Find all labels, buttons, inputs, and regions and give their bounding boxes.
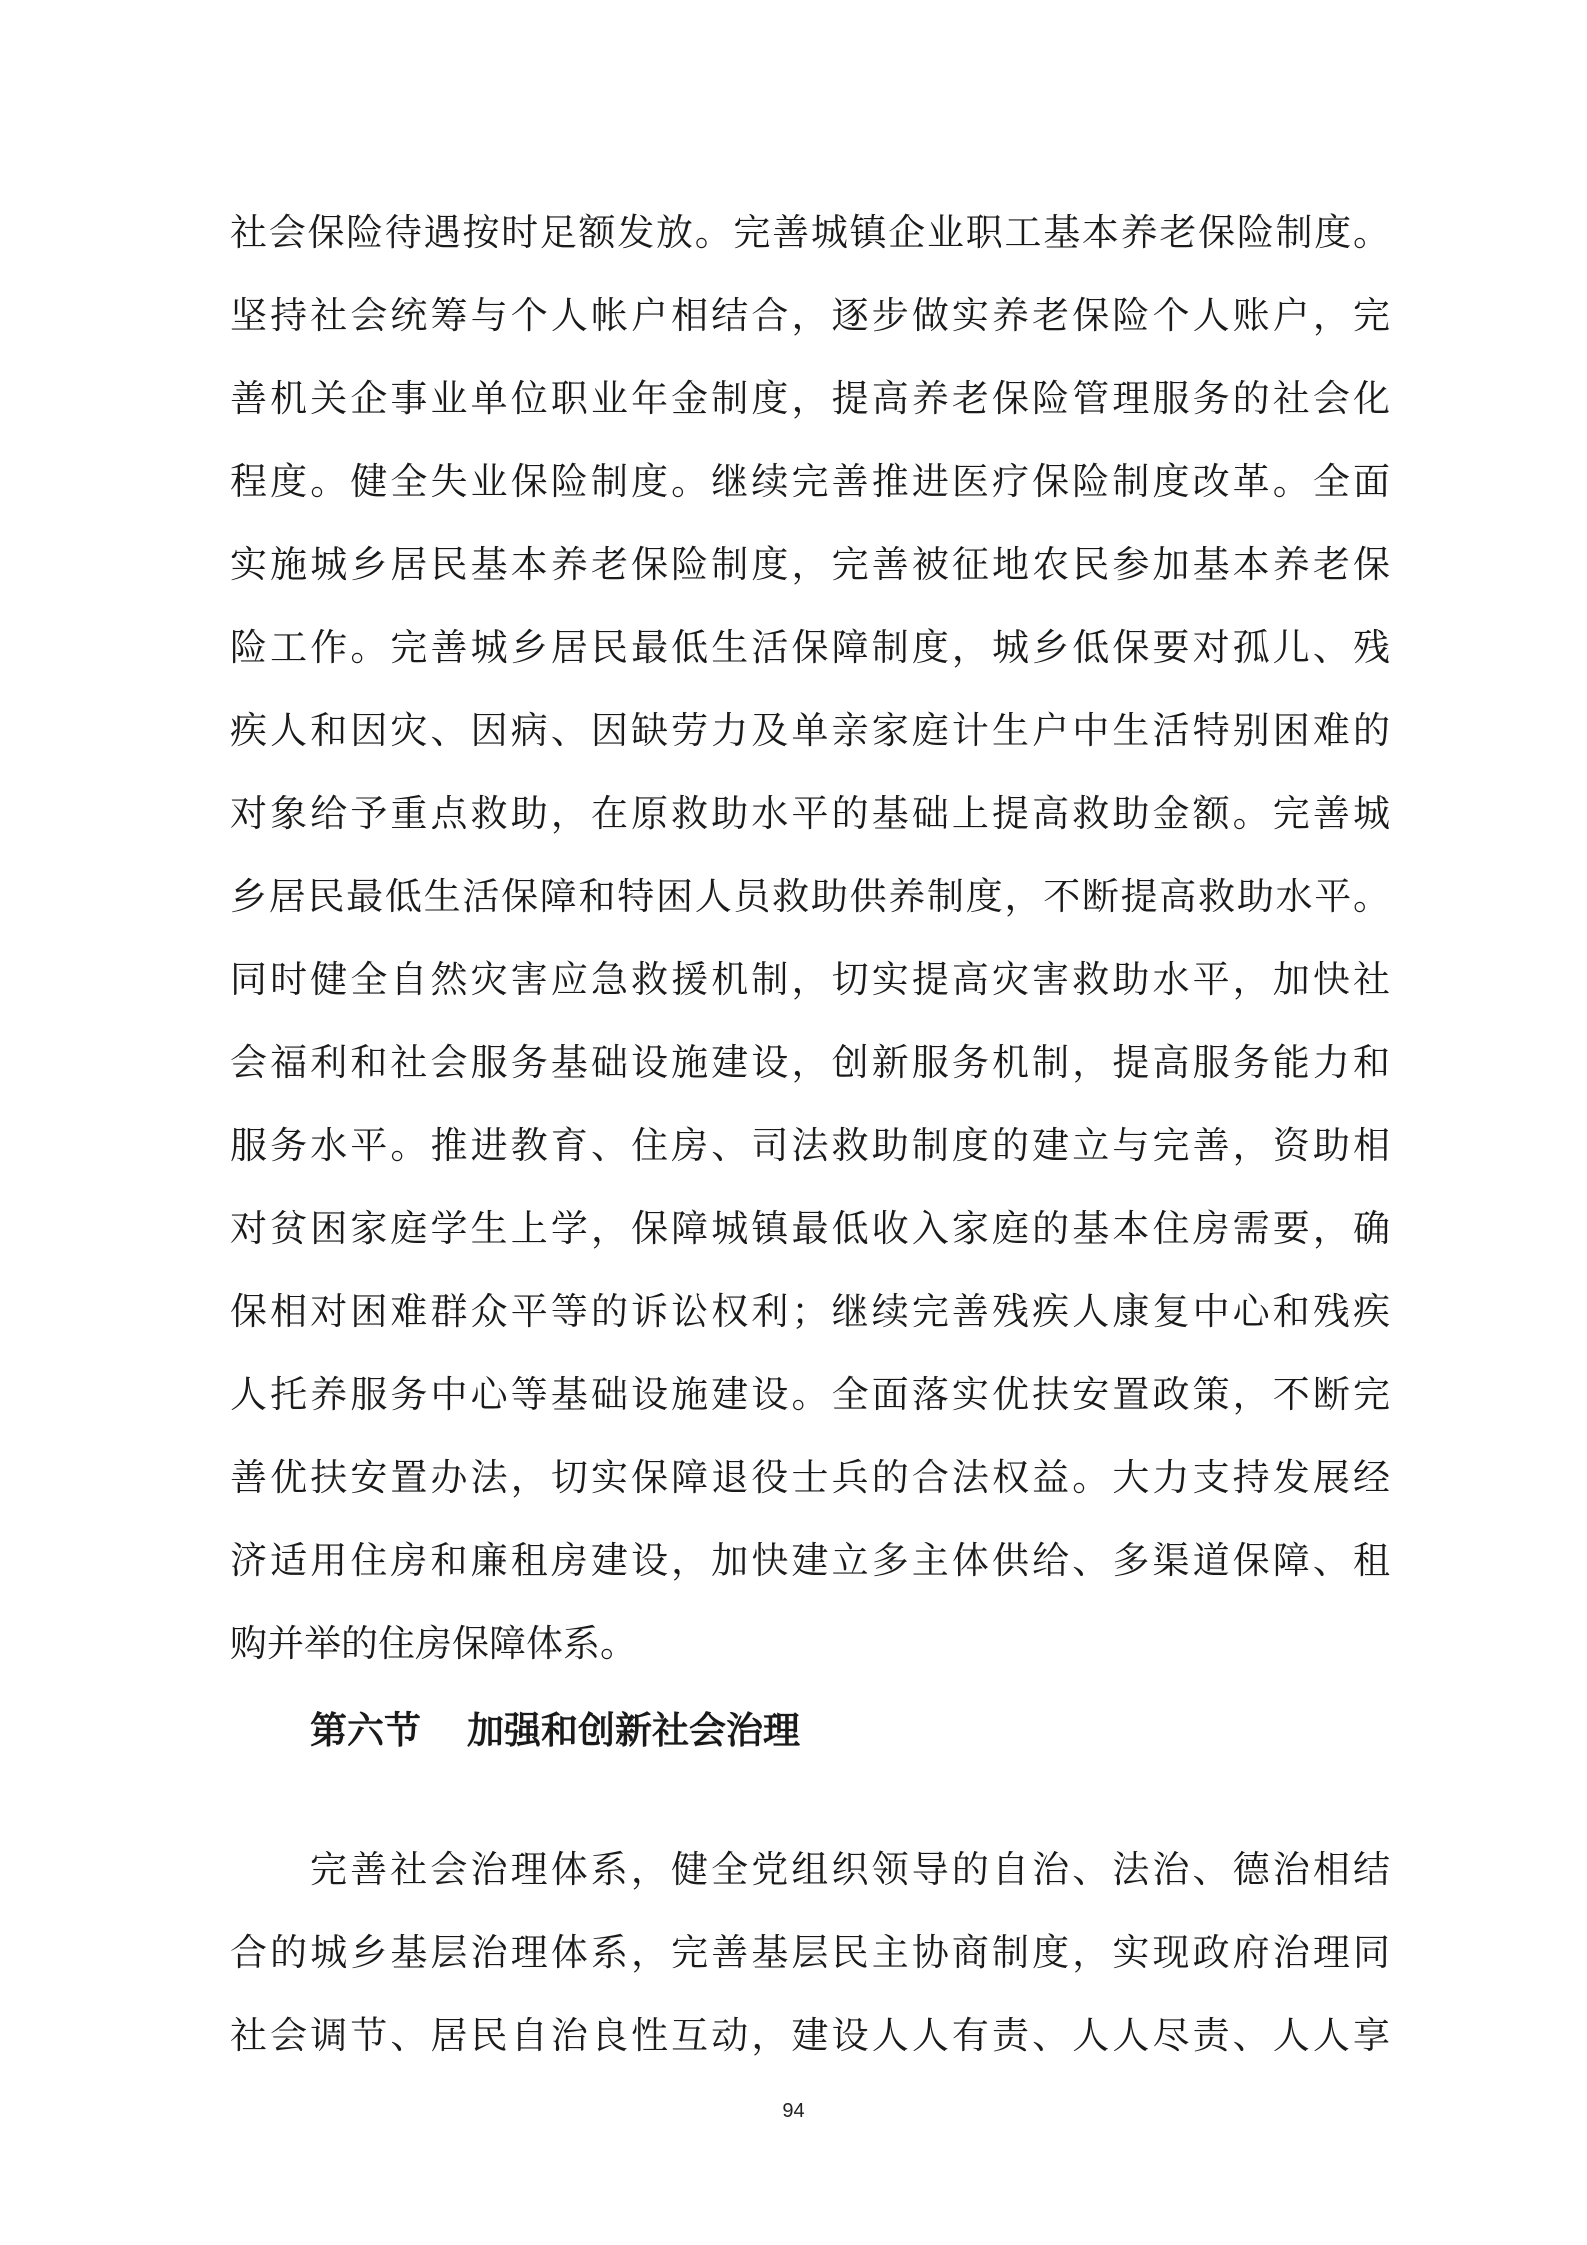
page-number: 94	[782, 2100, 805, 2122]
section-number: 第六节	[310, 1708, 421, 1752]
paragraph-line: 济适用住房和廉租房建设，加快建立多主体供给、多渠道保障、租	[230, 1539, 1390, 1582]
paragraph-line: 对贫困家庭学生上学，保障城镇最低收入家庭的基本住房需要，确	[230, 1207, 1390, 1250]
paragraph-line: 服务水平。推进教育、住房、司法救助制度的建立与完善，资助相	[230, 1124, 1390, 1167]
paragraph-line: 程度。健全失业保险制度。继续完善推进医疗保险制度改革。全面	[230, 460, 1390, 503]
paragraph-line: 对象给予重点救助，在原救助水平的基础上提高救助金额。完善城	[230, 792, 1390, 835]
paragraph-line: 善优扶安置办法，切实保障退役士兵的合法权益。大力支持发展经	[230, 1456, 1390, 1499]
paragraph-line: 合的城乡基层治理体系，完善基层民主协商制度，实现政府治理同	[230, 1931, 1390, 1974]
paragraph-line: 完善社会治理体系，健全党组织领导的自治、法治、德治相结	[310, 1848, 1390, 1891]
paragraph-line: 购并举的住房保障体系。	[230, 1622, 637, 1665]
paragraph-line: 疾人和因灾、因病、因缺劳力及单亲家庭计生户中生活特别困难的	[230, 709, 1390, 752]
paragraph-line: 保相对困难群众平等的诉讼权利；继续完善残疾人康复中心和残疾	[230, 1290, 1390, 1333]
section-title: 加强和创新社会治理	[467, 1708, 800, 1752]
section-heading	[310, 1700, 800, 1760]
paragraph-line: 社会调节、居民自治良性互动，建设人人有责、人人尽责、人人享	[230, 2014, 1390, 2057]
paragraph-line: 会福利和社会服务基础设施建设，创新服务机制，提高服务能力和	[230, 1041, 1390, 1084]
paragraph-line: 实施城乡居民基本养老保险制度，完善被征地农民参加基本养老保	[230, 543, 1390, 586]
paragraph-line: 善机关企事业单位职业年金制度，提高养老保险管理服务的社会化	[230, 377, 1390, 420]
paragraph-line: 险工作。完善城乡居民最低生活保障制度，城乡低保要对孤儿、残	[230, 626, 1390, 669]
paragraph-line: 坚持社会统筹与个人帐户相结合，逐步做实养老保险个人账户，完	[230, 294, 1390, 337]
paragraph-line: 乡居民最低生活保障和特困人员救助供养制度，不断提高救助水平。	[230, 875, 1390, 918]
paragraph-line: 同时健全自然灾害应急救援机制，切实提高灾害救助水平，加快社	[230, 958, 1390, 1001]
paragraph-line: 人托养服务中心等基础设施建设。全面落实优扶安置政策，不断完	[230, 1373, 1390, 1416]
paragraph-line: 社会保险待遇按时足额发放。完善城镇企业职工基本养老保险制度。	[230, 211, 1390, 254]
